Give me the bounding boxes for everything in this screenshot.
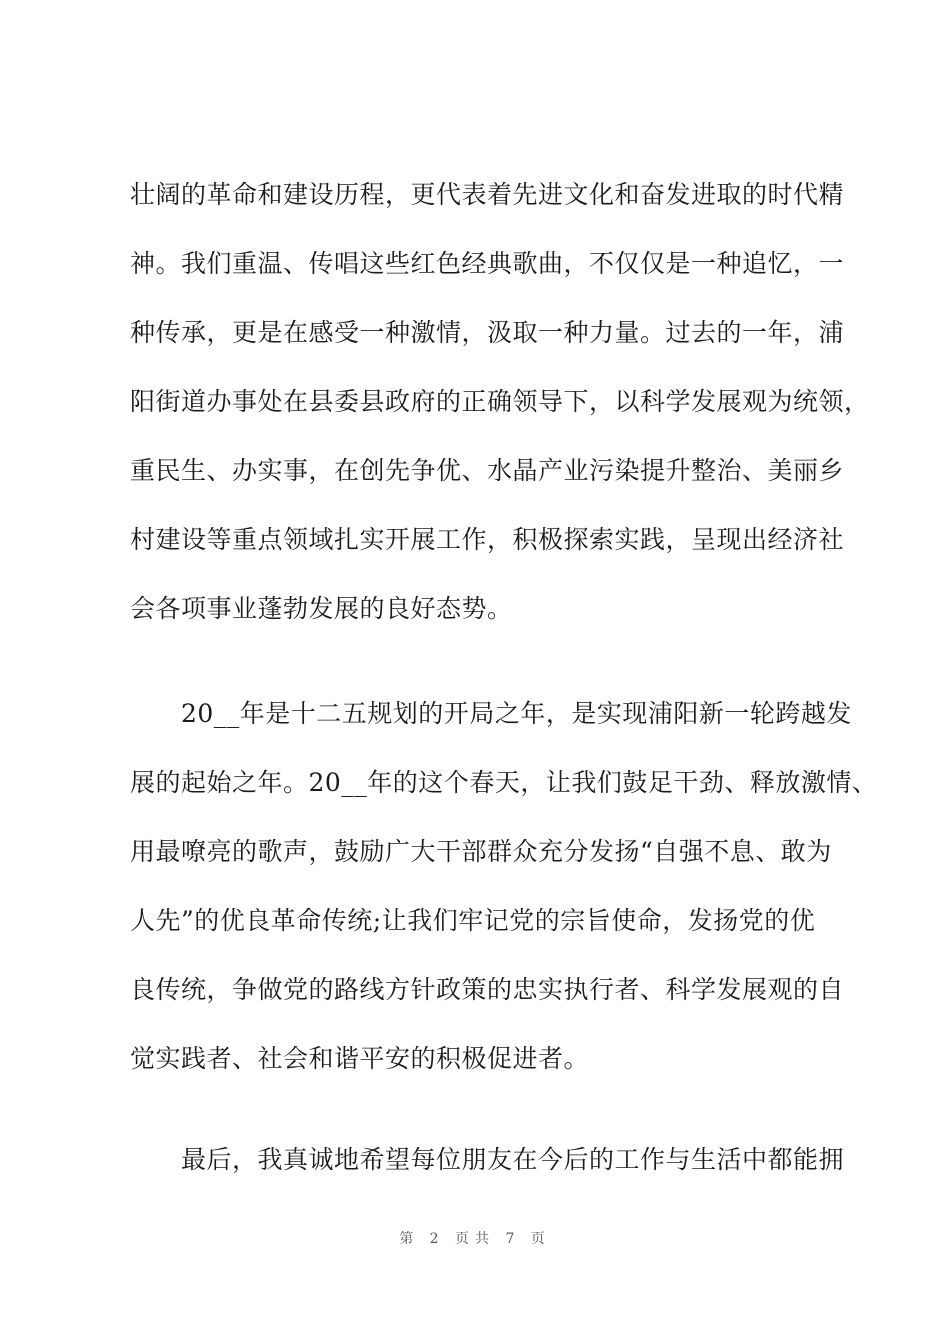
text-line-6: 村建设等重点领域扎实开展工作，积极探索实践，呈现出经济社: [130, 525, 845, 554]
text-line-5: 重民生、办实事，在创先争优、水晶产业污染提升整治、美丽乡: [130, 456, 845, 485]
text-line-2: 神。我们重温、传唱这些红色经典歌曲，不仅仅是一种追忆，一: [130, 249, 845, 278]
text-line-1: 壮阔的革命和建设历程，更代表着先进文化和奋发进取的时代精: [130, 180, 845, 209]
text-line-12: 良传统，争做党的路线方针政策的忠实执行者、科学发展观的自: [130, 975, 845, 1004]
text-line-13: 觉实践者、社会和谐平安的积极促进者。: [130, 1044, 590, 1073]
page-footer: 第 2 页共 7 页: [399, 1231, 551, 1247]
text-line-9: 展的起始之年。20__年的这个春天，让我们鼓足干劲、释放激情、: [130, 768, 878, 797]
text-line-10: 用最嘹亮的歌声，鼓励广大干部群众充分发扬“自强不息、敢为: [130, 837, 832, 866]
text-line-7: 会各项事业蓬勃发展的良好态势。: [130, 594, 513, 623]
text-line-11: 人先”的优良革命传统;让我们牢记党的宗旨使命，发扬党的优: [130, 906, 816, 935]
text-line-4: 阳街道办事处在县委县政府的正确领导下，以科学发展观为统领，: [130, 387, 870, 416]
text-line-14: 最后，我真诚地希望每位朋友在今后的工作与生活中都能拥: [130, 1145, 845, 1174]
text-line-3: 种传承，更是在感受一种激情，汲取一种力量。过去的一年，浦: [130, 318, 845, 347]
text-line-8: 20__年是十二五规划的开局之年，是实现浦阳新一轮跨越发: [130, 699, 852, 728]
